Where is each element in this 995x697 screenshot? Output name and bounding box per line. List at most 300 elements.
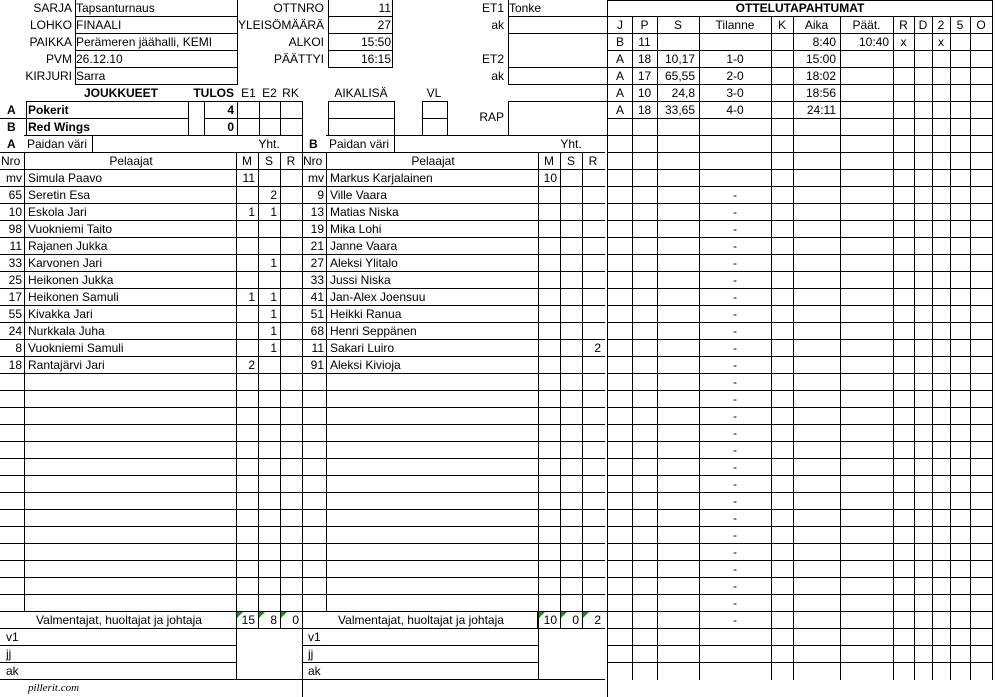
grid-line <box>607 135 993 136</box>
event-cell-d[interactable] <box>914 102 932 118</box>
grid-line <box>302 237 605 238</box>
player-goals[interactable] <box>538 340 557 356</box>
score-placeholder: - <box>733 324 737 338</box>
grid-line <box>302 679 605 680</box>
player-name[interactable]: Henri Seppänen <box>330 324 417 338</box>
event-cell-j[interactable]: B <box>615 35 624 49</box>
player-number[interactable]: 55 <box>8 307 22 321</box>
player-assists[interactable] <box>560 221 579 237</box>
grid-line <box>302 254 605 255</box>
event-cell-aika[interactable]: 24:11 <box>806 103 836 117</box>
player-penalties[interactable] <box>280 255 299 271</box>
player-number[interactable]: 11 <box>311 341 324 355</box>
player-name[interactable]: Kivakka Jari <box>28 307 93 321</box>
grid-line <box>607 0 608 697</box>
team-b-score[interactable]: 0 <box>227 120 234 134</box>
player-goals[interactable] <box>236 323 255 339</box>
score-placeholder: - <box>733 205 737 219</box>
ottnro-value[interactable]: 11 <box>378 1 391 15</box>
event-cell-d[interactable] <box>914 85 932 101</box>
player-penalties[interactable] <box>582 204 601 220</box>
player-name[interactable]: Heikki Ranua <box>330 307 402 321</box>
player-number[interactable]: 33 <box>8 256 22 270</box>
player-goals[interactable] <box>236 306 255 322</box>
sarja-label: SARJA <box>33 1 72 15</box>
grid-line <box>328 33 393 34</box>
event-cell-o[interactable] <box>970 34 992 50</box>
score-placeholder: - <box>733 511 737 525</box>
grid-line <box>237 0 238 85</box>
player-goals[interactable] <box>236 187 255 203</box>
event-cell-o[interactable] <box>970 102 992 118</box>
penalties-header: R <box>588 154 598 168</box>
player-number[interactable]: 10 <box>8 205 22 219</box>
event-cell-k[interactable] <box>771 85 793 101</box>
footer-site[interactable]: pillerit.com <box>28 682 80 694</box>
grid-line <box>538 152 539 679</box>
score-placeholder: - <box>733 392 737 406</box>
staff-header: Valmentajat, huoltajat ja johtaja <box>338 613 504 627</box>
player-name[interactable]: Ville Vaara <box>330 188 387 202</box>
total-penalties[interactable]: 0 <box>292 613 299 627</box>
grid-line <box>607 271 993 272</box>
grid-line <box>0 560 303 561</box>
grid-line <box>771 16 772 680</box>
event-cell-aika[interactable]: 18:56 <box>805 86 836 100</box>
player-goals[interactable]: 1 <box>248 205 255 219</box>
player-penalties[interactable] <box>280 221 299 237</box>
event-cell-tilanne[interactable]: 3-0 <box>726 86 744 100</box>
player-goals[interactable] <box>236 238 255 254</box>
player-number[interactable]: 65 <box>8 188 22 202</box>
player-name[interactable]: Simula Paavo <box>28 171 103 185</box>
score-placeholder: - <box>733 579 737 593</box>
event-cell-two[interactable]: x <box>938 35 944 49</box>
player-assists[interactable] <box>258 357 277 373</box>
player-goals[interactable] <box>538 238 557 254</box>
rk-label: RK <box>282 86 299 100</box>
grid-line <box>607 67 993 68</box>
event-cell-two[interactable] <box>932 68 950 84</box>
player-goals[interactable] <box>538 323 557 339</box>
grid-line <box>75 67 238 68</box>
grid-line <box>893 16 894 680</box>
grid-line <box>607 662 993 663</box>
event-cell-paat[interactable] <box>840 51 889 67</box>
grid-line <box>0 441 303 442</box>
grid-line <box>970 16 971 680</box>
grid-line <box>302 577 605 578</box>
player-name[interactable]: Nurkkala Juha <box>28 324 105 338</box>
player-number[interactable]: 33 <box>310 273 324 287</box>
grid-line <box>0 424 303 425</box>
paattyi-value[interactable]: 16:15 <box>360 52 391 66</box>
event-cell-r[interactable]: x <box>900 35 907 49</box>
grid-line <box>607 475 993 476</box>
event-cell-two[interactable] <box>932 102 950 118</box>
player-assists[interactable] <box>258 272 277 288</box>
grid-line <box>607 628 993 629</box>
player-goals[interactable]: 1 <box>248 290 255 304</box>
player-name[interactable]: Rajanen Jukka <box>28 239 108 253</box>
event-cell-k[interactable] <box>771 34 793 50</box>
player-penalties[interactable] <box>280 340 299 356</box>
player-name[interactable]: Sakari Luiro <box>330 341 395 355</box>
player-goals[interactable] <box>538 221 557 237</box>
player-penalties[interactable] <box>280 272 299 288</box>
event-cell-five[interactable] <box>950 68 970 84</box>
player-assists[interactable] <box>560 289 579 305</box>
player-goals[interactable] <box>538 272 557 288</box>
player-name[interactable]: Mika Lohi <box>330 222 382 236</box>
total-penalties[interactable]: 2 <box>594 613 601 627</box>
grid-line <box>422 118 448 119</box>
lohko-value[interactable]: FINAALI <box>76 18 122 32</box>
event-cell-s[interactable]: 24,8 <box>671 86 695 100</box>
event-cell-tilanne[interactable]: 4-0 <box>726 103 744 117</box>
grid-line <box>326 135 605 136</box>
total-goals[interactable]: 15 <box>241 613 255 627</box>
total-goals[interactable]: 10 <box>543 613 557 627</box>
score-placeholder: - <box>733 341 737 355</box>
pvm-value[interactable]: 26.12.10 <box>76 52 123 66</box>
staff-row-label: ak <box>308 664 321 678</box>
event-cell-paat[interactable] <box>840 102 889 118</box>
player-number[interactable]: 24 <box>8 324 22 338</box>
event-cell-d[interactable] <box>914 34 932 50</box>
event-col-header: K <box>777 18 786 32</box>
cell-marker <box>281 612 287 618</box>
player-goals[interactable]: 10 <box>543 171 557 185</box>
player-name[interactable]: Seretin Esa <box>28 188 91 202</box>
grid-line <box>607 254 993 255</box>
event-cell-p[interactable]: 18 <box>637 103 652 117</box>
player-penalties[interactable] <box>280 306 299 322</box>
player-assists[interactable]: 1 <box>270 341 277 355</box>
event-col-header: 5 <box>956 18 964 32</box>
lohko-label: LOHKO <box>29 18 72 32</box>
player-number[interactable]: 91 <box>310 358 324 372</box>
event-cell-r[interactable] <box>893 85 914 101</box>
player-assists[interactable] <box>560 238 579 254</box>
grid-line <box>302 288 605 289</box>
score-placeholder: - <box>733 409 737 423</box>
player-number[interactable]: 51 <box>310 307 324 321</box>
player-number[interactable]: 19 <box>310 222 324 236</box>
player-assists[interactable] <box>258 238 277 254</box>
event-cell-s[interactable] <box>657 34 695 50</box>
event-cell-five[interactable] <box>950 51 970 67</box>
player-penalties[interactable] <box>582 255 601 271</box>
grid-line <box>0 390 303 391</box>
grid-line <box>92 135 93 153</box>
grid-line <box>302 526 605 527</box>
player-penalties[interactable] <box>280 238 299 254</box>
player-penalties[interactable] <box>582 221 601 237</box>
event-cell-j[interactable]: A <box>615 103 624 117</box>
grid-line <box>932 16 933 680</box>
player-penalties[interactable] <box>582 357 601 373</box>
player-assists[interactable]: 2 <box>270 188 277 202</box>
player-name[interactable]: Janne Vaara <box>330 239 398 253</box>
player-goals[interactable] <box>538 289 557 305</box>
player-penalties[interactable] <box>582 187 601 203</box>
player-number[interactable]: 27 <box>310 256 324 270</box>
grid-line <box>0 611 303 612</box>
player-name[interactable]: Eskola Jari <box>28 205 87 219</box>
alkoi-value[interactable]: 15:50 <box>360 35 391 49</box>
event-cell-five[interactable] <box>950 34 970 50</box>
player-name[interactable]: Jan-Alex Joensuu <box>330 290 426 304</box>
grid-line <box>992 0 993 680</box>
event-cell-tilanne[interactable] <box>699 34 771 50</box>
grid-line <box>607 526 993 527</box>
player-penalties[interactable] <box>280 170 299 186</box>
player-assists[interactable]: 1 <box>270 324 277 338</box>
staff-header: Valmentajat, huoltajat ja johtaja <box>36 613 202 627</box>
score-placeholder: - <box>733 528 737 542</box>
grid-line <box>699 16 700 680</box>
player-penalties[interactable] <box>280 289 299 305</box>
grid-line <box>0 254 303 255</box>
score-placeholder: - <box>733 239 737 253</box>
event-cell-k[interactable] <box>771 102 793 118</box>
player-name[interactable]: Aleksi Kivioja <box>330 358 401 372</box>
event-cell-paat[interactable] <box>840 85 889 101</box>
event-col-header: R <box>899 18 908 32</box>
event-cell-s[interactable]: 33,65 <box>664 103 695 117</box>
player-penalties[interactable] <box>582 238 601 254</box>
player-name[interactable]: Aleksi Ylitalo <box>330 256 398 270</box>
player-goals[interactable] <box>538 255 557 271</box>
player-number[interactable]: 68 <box>310 324 324 338</box>
player-number[interactable]: 18 <box>8 358 22 372</box>
player-penalties[interactable] <box>280 323 299 339</box>
staff-row-label: v1 <box>6 630 19 644</box>
player-penalties[interactable] <box>582 170 601 186</box>
player-penalties[interactable] <box>582 272 601 288</box>
event-cell-p[interactable]: 11 <box>638 35 651 49</box>
yleisomaara-label: YLEISÖMÄÄRÄ <box>237 18 324 32</box>
event-cell-o[interactable] <box>970 68 992 84</box>
player-assists[interactable]: 1 <box>270 205 277 219</box>
cell-marker <box>237 612 243 618</box>
e1-label: E1 <box>241 86 256 100</box>
event-cell-r[interactable] <box>893 102 914 118</box>
team-b-name[interactable]: Red Wings <box>28 120 90 134</box>
grid-line <box>607 509 993 510</box>
player-penalties[interactable] <box>582 289 601 305</box>
grid-line <box>607 288 993 289</box>
event-cell-d[interactable] <box>914 51 932 67</box>
yleisomaara-value[interactable]: 27 <box>377 18 391 32</box>
score-placeholder: - <box>733 256 737 270</box>
grid-line <box>302 322 605 323</box>
grid-line <box>0 356 303 357</box>
grid-line <box>607 220 993 221</box>
player-number[interactable]: 13 <box>310 205 324 219</box>
team-a-name[interactable]: Pokerit <box>28 103 69 117</box>
player-number[interactable]: 17 <box>8 290 22 304</box>
event-cell-tilanne[interactable]: 1-0 <box>726 52 744 66</box>
event-cell-r[interactable] <box>893 51 914 67</box>
grid-line <box>508 67 608 68</box>
e2-label: E2 <box>262 86 277 100</box>
ottnro-label: OTTNRO <box>273 1 324 15</box>
team-a-score[interactable]: 4 <box>227 103 234 117</box>
total-assists[interactable]: 8 <box>270 613 277 627</box>
grid-line <box>0 594 303 595</box>
player-number[interactable]: 25 <box>8 273 22 287</box>
player-penalties[interactable] <box>280 357 299 373</box>
player-assists[interactable] <box>560 323 579 339</box>
grid-line <box>75 0 76 85</box>
event-cell-s[interactable]: 10,17 <box>664 52 695 66</box>
player-penalties[interactable] <box>280 187 299 203</box>
event-cell-r[interactable] <box>893 68 914 84</box>
player-number[interactable]: 11 <box>9 239 22 253</box>
event-col-header: S <box>673 18 682 32</box>
player-penalties[interactable] <box>582 323 601 339</box>
grid-line <box>607 611 993 612</box>
event-cell-s[interactable]: 65,55 <box>664 69 695 83</box>
player-assists[interactable] <box>258 221 277 237</box>
event-cell-five[interactable] <box>950 102 970 118</box>
player-goals[interactable] <box>236 272 255 288</box>
event-cell-two[interactable] <box>932 85 950 101</box>
player-assists[interactable]: 1 <box>270 290 277 304</box>
kirjuri-label: KIRJURI <box>25 69 72 83</box>
grid-line <box>302 543 605 544</box>
event-cell-k[interactable] <box>771 68 793 84</box>
player-name[interactable]: Vuokniemi Taito <box>28 222 113 236</box>
player-goals[interactable] <box>236 255 255 271</box>
player-goals[interactable] <box>538 357 557 373</box>
event-cell-j[interactable]: A <box>615 86 624 100</box>
event-cell-aika[interactable]: 18:02 <box>805 69 836 83</box>
event-cell-p[interactable]: 17 <box>637 69 652 83</box>
event-cell-j[interactable]: A <box>615 52 624 66</box>
event-cell-tilanne[interactable]: 2-0 <box>726 69 744 83</box>
player-name[interactable]: Jussi Niska <box>330 273 391 287</box>
player-goals[interactable] <box>538 306 557 322</box>
player-number[interactable]: 21 <box>310 239 324 253</box>
total-assists[interactable]: 0 <box>572 613 579 627</box>
player-assists[interactable] <box>560 357 579 373</box>
grid-line <box>188 101 189 136</box>
events-title: OTTELUTAPAHTUMAT <box>735 1 865 15</box>
player-goals[interactable] <box>538 187 557 203</box>
player-penalties[interactable]: 2 <box>594 341 601 355</box>
player-name[interactable]: Vuokniemi Samuli <box>28 341 124 355</box>
event-cell-two[interactable] <box>932 51 950 67</box>
player-name[interactable]: Markus Karjalainen <box>330 171 433 185</box>
player-goals[interactable]: 2 <box>248 358 255 372</box>
event-cell-paat[interactable] <box>840 68 889 84</box>
player-name[interactable]: Rantajärvi Jari <box>28 358 105 372</box>
paattyi-label: PÄÄTTYI <box>273 52 324 66</box>
grid-line <box>0 458 303 459</box>
player-number[interactable]: 41 <box>310 290 324 304</box>
player-assists[interactable]: 1 <box>270 307 277 321</box>
grid-line <box>607 424 993 425</box>
event-cell-five[interactable] <box>950 85 970 101</box>
grid-line <box>508 84 608 85</box>
score-placeholder: - <box>733 596 737 610</box>
player-assists[interactable] <box>560 170 579 186</box>
grid-line <box>0 543 303 544</box>
event-cell-k[interactable] <box>771 51 793 67</box>
grid-line <box>0 118 189 119</box>
score-placeholder: - <box>733 358 737 372</box>
kirjuri-value[interactable]: Sarra <box>76 69 106 83</box>
player-assists[interactable] <box>560 306 579 322</box>
player-assists[interactable] <box>560 340 579 356</box>
player-name[interactable]: Heikonen Jukka <box>28 273 114 287</box>
player-number[interactable]: mv <box>6 171 22 185</box>
event-cell-o[interactable] <box>970 85 992 101</box>
player-goals[interactable] <box>236 221 255 237</box>
event-cell-p[interactable]: 10 <box>637 86 652 100</box>
grid-line <box>0 509 303 510</box>
player-assists[interactable] <box>560 204 579 220</box>
player-name[interactable]: Matias Niska <box>330 205 399 219</box>
event-cell-d[interactable] <box>914 68 932 84</box>
player-assists[interactable] <box>258 170 277 186</box>
player-goals[interactable]: 11 <box>242 171 255 185</box>
cell-marker <box>539 612 545 618</box>
cell-marker <box>583 612 589 618</box>
grid-line <box>236 152 237 679</box>
event-cell-p[interactable]: 18 <box>637 52 652 66</box>
event-cell-j[interactable]: A <box>615 69 624 83</box>
player-penalties[interactable] <box>582 306 601 322</box>
et1-value[interactable]: Tonke <box>509 1 542 15</box>
paikka-value[interactable]: Perämeren jäähalli, KEMI <box>76 35 213 49</box>
player-number[interactable]: 98 <box>8 222 22 236</box>
player-name[interactable]: Karvonen Jari <box>28 256 103 270</box>
goals-header: M <box>242 154 252 168</box>
event-cell-aika[interactable]: 15:00 <box>805 52 836 66</box>
pvm-label: PVM <box>45 52 72 66</box>
grid-line <box>607 543 993 544</box>
grid-line <box>302 356 605 357</box>
player-number[interactable]: mv <box>308 171 324 185</box>
player-penalties[interactable] <box>280 204 299 220</box>
grid-line <box>538 628 539 680</box>
player-number[interactable]: 9 <box>317 188 324 202</box>
player-goals[interactable] <box>236 340 255 356</box>
sarja-value[interactable]: Tapsanturnaus <box>76 1 155 15</box>
event-cell-aika[interactable]: 8:40 <box>812 35 836 49</box>
grid-line <box>0 662 237 663</box>
tulos-label: TULOS <box>193 86 234 100</box>
event-cell-o[interactable] <box>970 51 992 67</box>
player-assists[interactable] <box>560 272 579 288</box>
score-placeholder: - <box>733 188 737 202</box>
score-placeholder: - <box>733 477 737 491</box>
player-number[interactable]: 8 <box>15 341 22 355</box>
event-cell-paat[interactable]: 10:40 <box>858 35 889 49</box>
player-goals[interactable] <box>538 204 557 220</box>
grid-line <box>0 322 303 323</box>
player-assists[interactable] <box>560 255 579 271</box>
grid-line <box>302 339 605 340</box>
player-name[interactable]: Heikonen Samuli <box>28 290 119 304</box>
grid-line <box>328 118 395 119</box>
player-assists[interactable]: 1 <box>270 256 277 270</box>
player-assists[interactable] <box>560 187 579 203</box>
